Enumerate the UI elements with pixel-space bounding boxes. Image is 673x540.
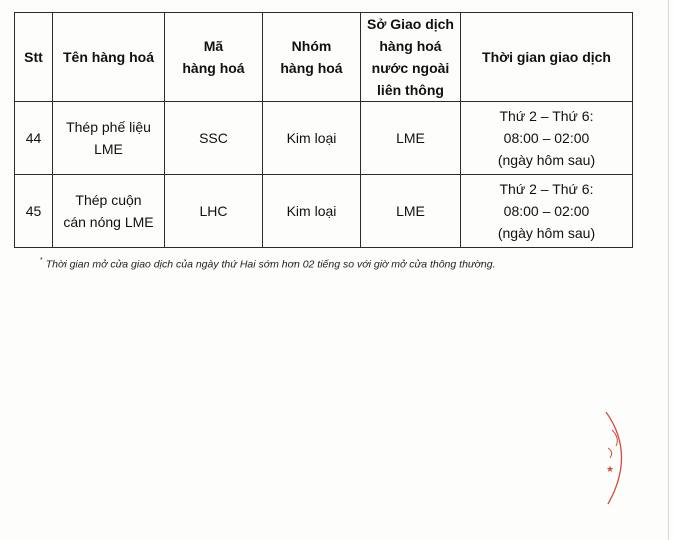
seal-star-icon: ★ — [606, 465, 615, 475]
header-exchange: Sở Giao dịch hàng hoá nước ngoài liên thông — [361, 13, 461, 102]
table-header-row — [15, 13, 633, 102]
cell-product-group: Kim loại — [263, 102, 361, 175]
cell-product-code: LHC — [165, 175, 263, 248]
header-product-group: Nhóm hàng hoá — [263, 13, 361, 102]
footnote-text: Thời gian mở cửa giao dịch của ngày thứ Hai sớm hơn 02 tiếng so với giờ mở cửa thông thường. — [45, 258, 496, 271]
header-trading-time: Thời gian giao dịch — [461, 13, 633, 102]
header-product-code: Mã hàng hoá — [165, 13, 263, 102]
trading-hours-table — [14, 12, 633, 248]
cell-product-name: Thép phế liệu LME — [53, 102, 165, 175]
header-product-name: Tên hàng hoá — [53, 13, 165, 102]
cell-product-code: SSC — [165, 102, 263, 175]
cell-exchange: LME — [361, 175, 461, 248]
cell-product-name: Thép cuộn cán nóng LME — [53, 175, 165, 248]
cell-exchange: LME — [361, 102, 461, 175]
cell-stt: 44 — [15, 102, 53, 175]
cell-product-group: Kim loại — [263, 175, 361, 248]
cell-trading-time: Thứ 2 – Thứ 6: 08:00 – 02:00 (ngày hôm sau) — [461, 102, 633, 175]
footnote — [40, 258, 496, 271]
cell-stt: 45 — [15, 175, 53, 248]
cell-trading-time: Thứ 2 – Thứ 6: 08:00 – 02:00 (ngày hôm sau) — [461, 175, 633, 248]
page-edge-divider — [668, 0, 669, 540]
table-row — [15, 102, 633, 175]
table-row — [15, 175, 633, 248]
red-seal-fragment — [598, 408, 638, 508]
footnote-marker: * — [40, 257, 43, 264]
header-stt: Stt — [15, 13, 53, 102]
